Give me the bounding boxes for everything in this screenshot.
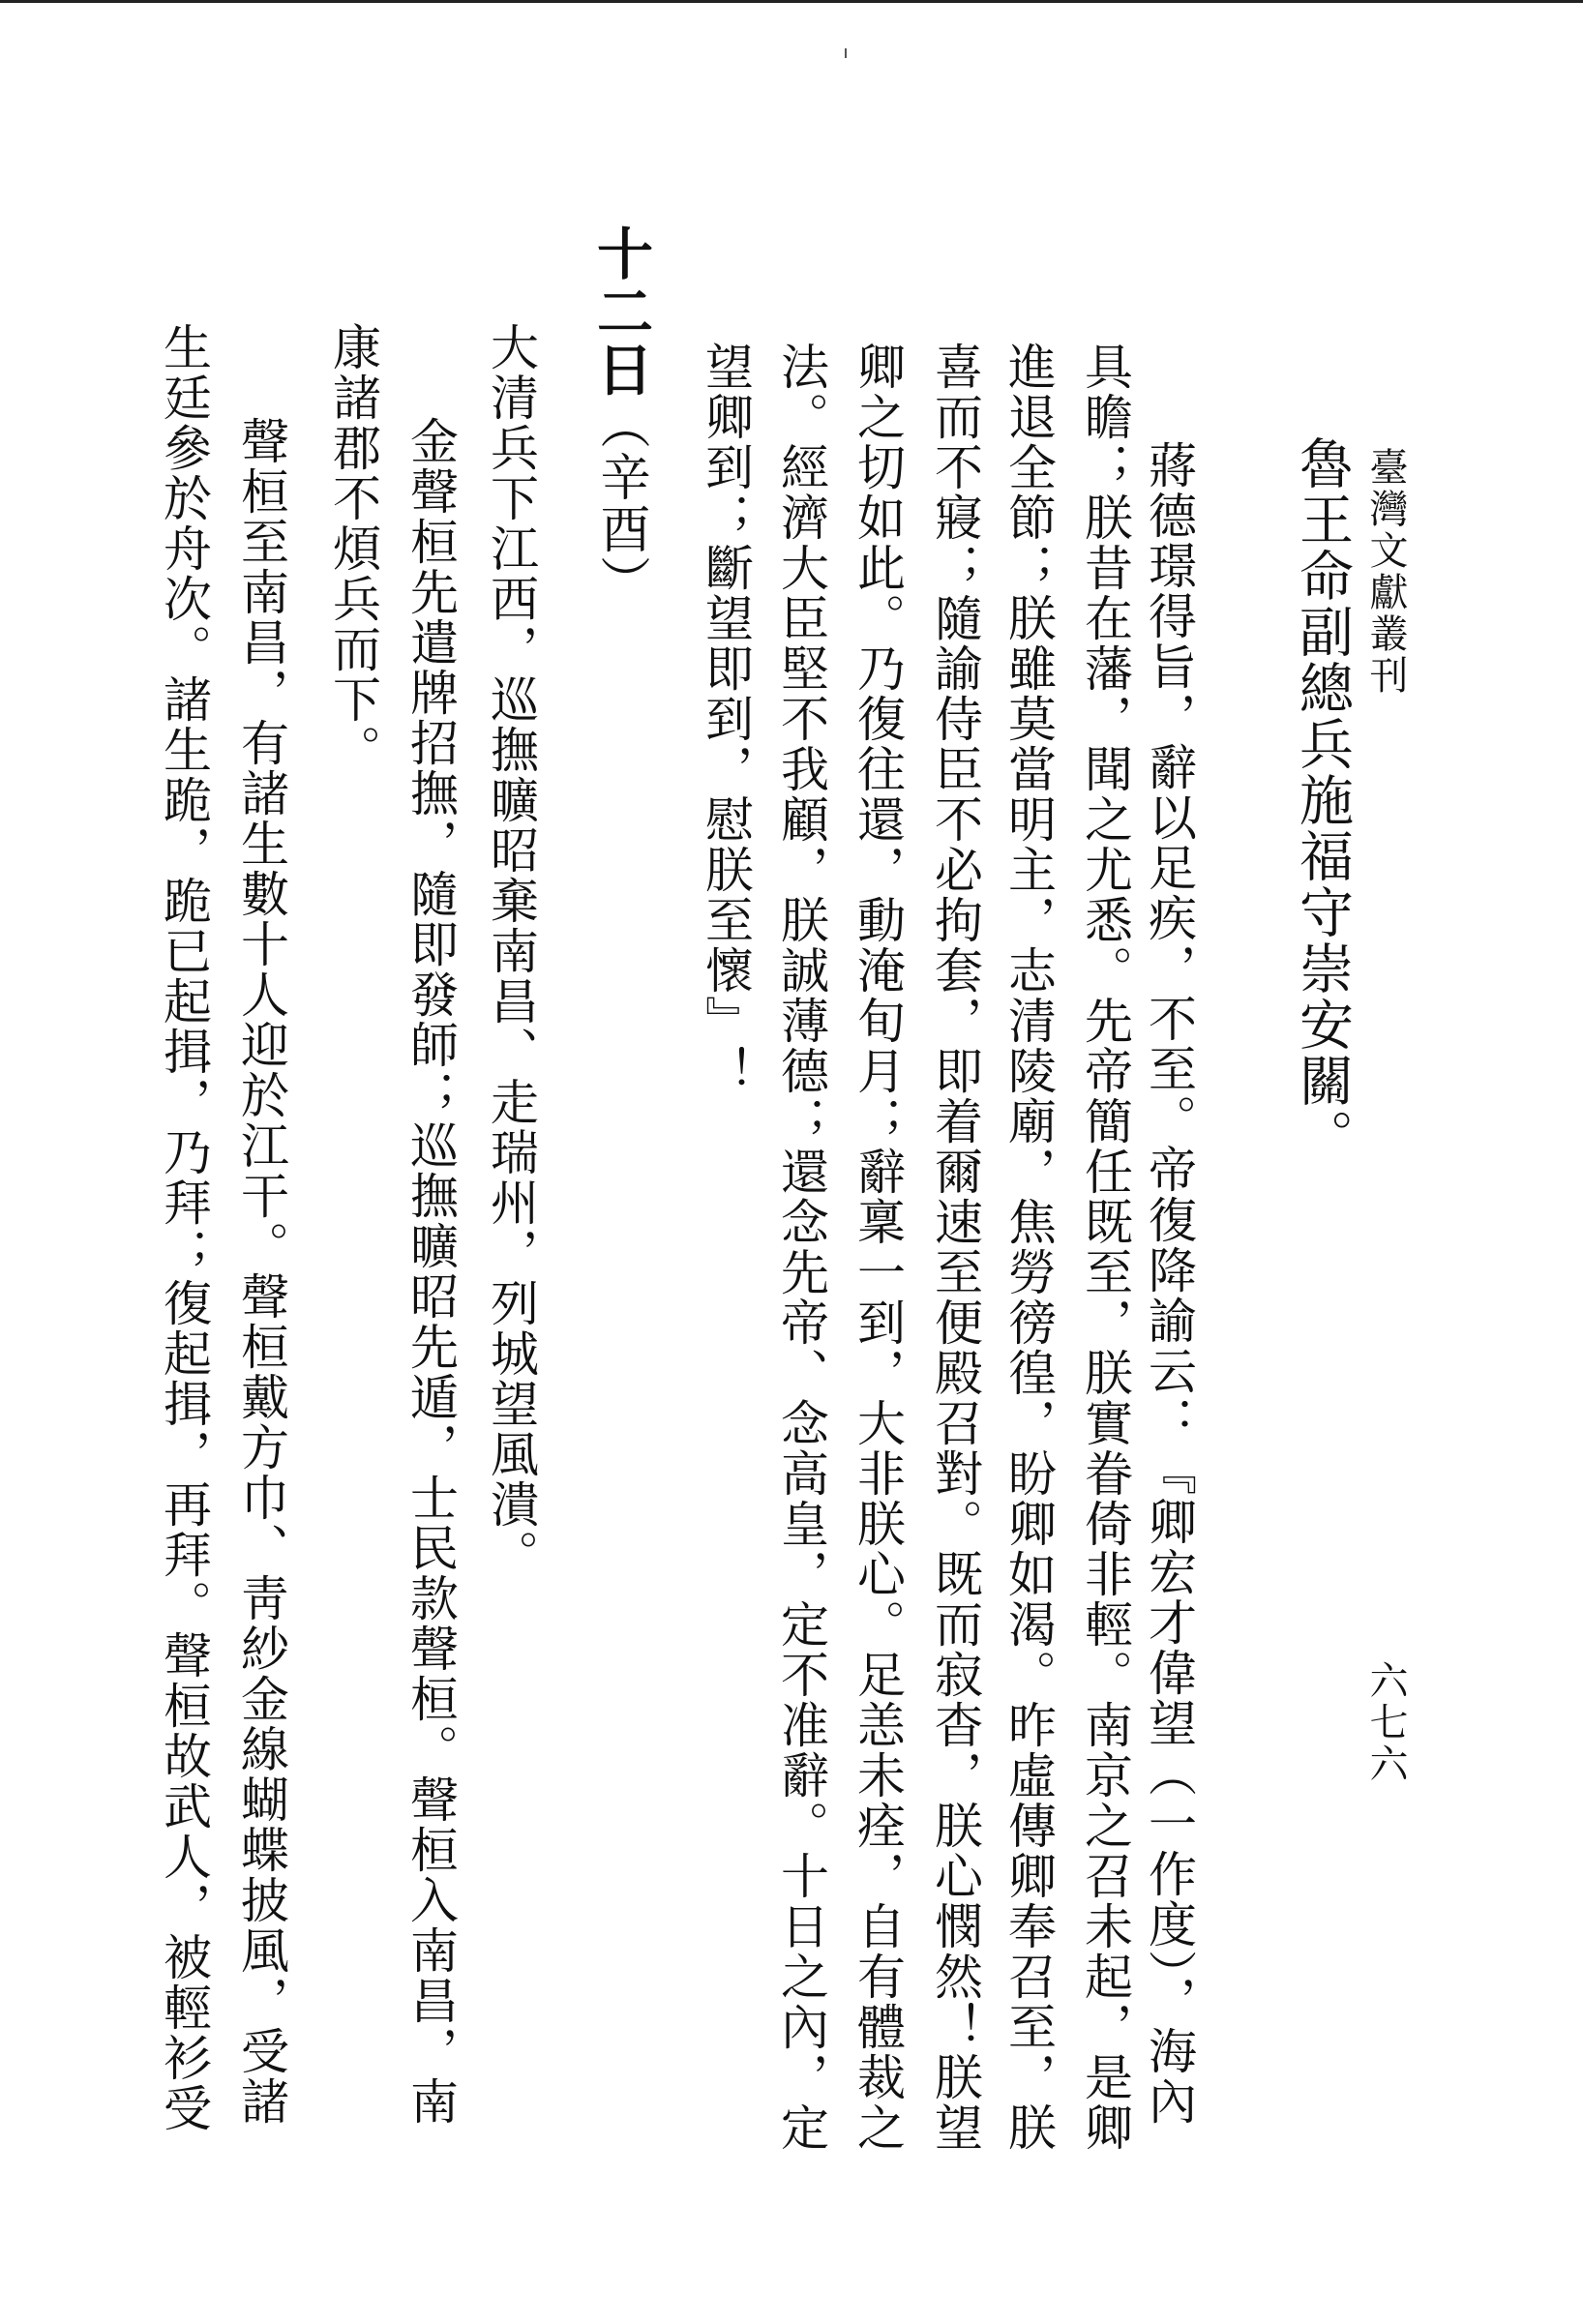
text-column-11: 聲桓至南昌，有諸生數十人迎於江干。聲桓戴方巾、靑紗金線蝴蝶披風，受諸 — [233, 416, 289, 2127]
text-column-2: 具瞻；朕昔在藩，聞之尤悉。先帝簡任既至，朕實眷倚非輕。南京之召未起，是卿 — [1077, 342, 1133, 2153]
text-column-7: 望卿到；斷望即到，慰朕至懷』！ — [698, 342, 754, 1096]
section-title: 魯王命副總兵施福守崇安關。 — [1291, 435, 1354, 1165]
text-column-6: 法。經濟大臣堅不我顧，朕誠薄德；還念先帝、念高皇，定不准辭。十日之內，定 — [773, 342, 829, 2153]
text-column-10: 康諸郡不煩兵而下。 — [325, 322, 381, 775]
top-border-line — [0, 0, 1583, 3]
series-title: 臺灣文獻叢刊 — [1363, 447, 1408, 697]
text-column-4: 喜而不寢；隨諭侍臣不必拘套，即着爾速至便殿召對。既而寂杳，朕心憫然！朕望 — [927, 342, 983, 2153]
text-column-3: 進退全節；朕雖莫當明主，志清陵廟，焦勞徬徨，盼卿如渴。昨虛傳卿奉召至，朕 — [1001, 342, 1057, 2153]
scan-speck — [845, 48, 847, 58]
page-number: 六七六 — [1363, 1660, 1408, 1785]
text-column-5: 卿之切如此。乃復往還，動淹旬月；辭稟一到，大非朕心。足恙未痊，自有體裁之 — [850, 342, 906, 2153]
text-column-1: 蔣德璟得旨，辭以足疾，不至。帝復降諭云：『卿宏才偉望（一作度），海內 — [1141, 440, 1197, 2127]
date-ganzhi: （辛酉） — [591, 399, 649, 608]
text-column-8: 大清兵下江西，巡撫曠昭棄南昌、走瑞州，列城望風潰。 — [483, 322, 539, 1580]
text-column-9: 金聲桓先遣牌招撫，隨即發師；巡撫曠昭先遁，士民款聲桓。聲桓入南昌，南 — [403, 416, 459, 2127]
date-day: 十二日 — [587, 224, 653, 399]
text-column-12: 生廷參於舟次。諸生跪，跪已起揖，乃拜；復起揖，再拜。聲桓故武人，被輕衫受 — [156, 322, 212, 2133]
date-heading — [587, 224, 653, 608]
